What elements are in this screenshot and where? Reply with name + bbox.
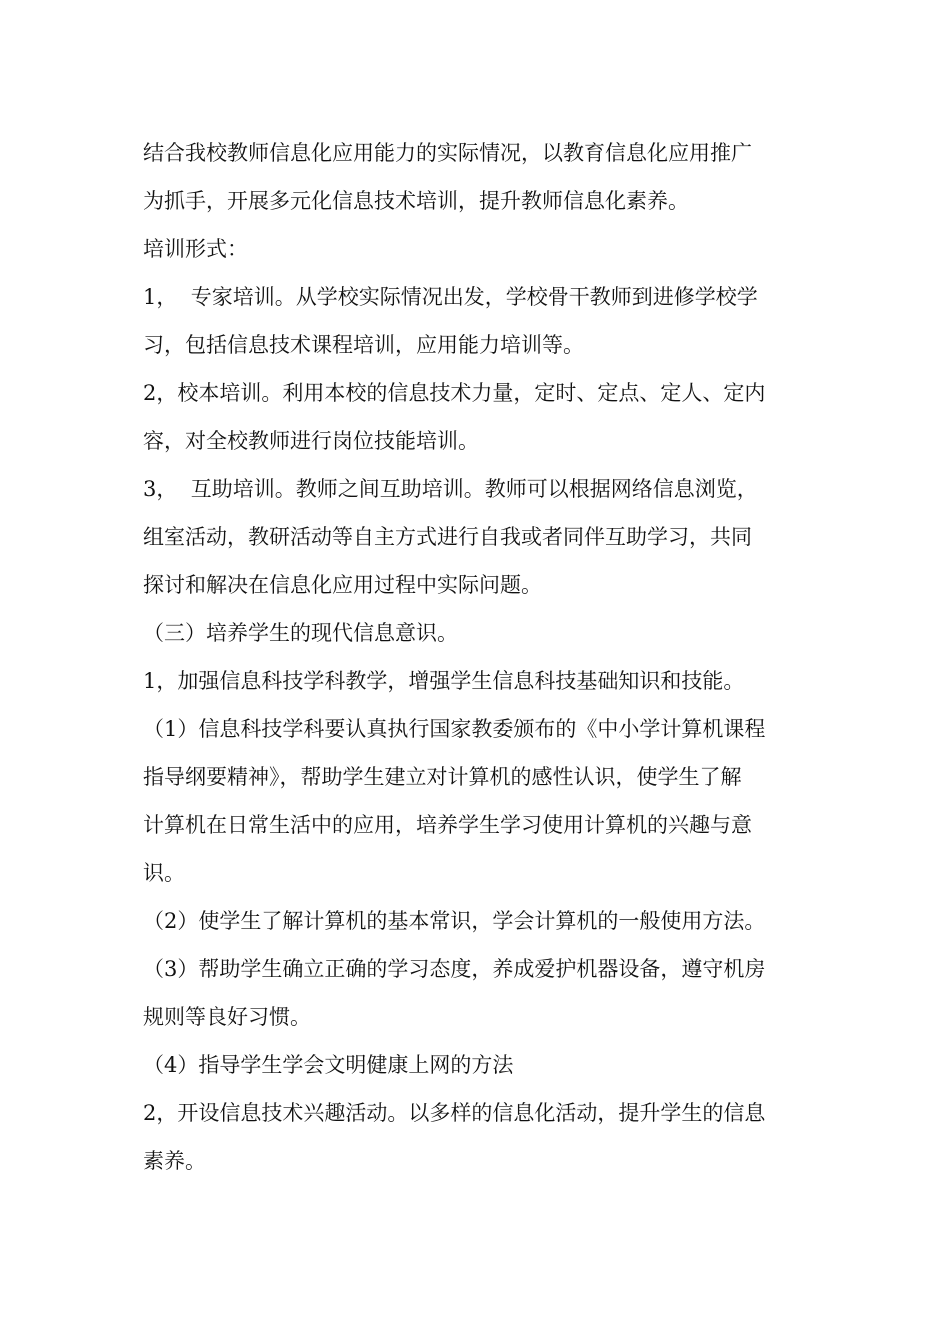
section-heading: 培训形式： [143, 237, 248, 261]
list-item-line: 1， 专家培训。从学校实际情况出发，学校骨干教师到进修学校学 [143, 285, 758, 309]
list-item-line: 习，包括信息技术课程培训，应用能力培训等。 [143, 333, 584, 357]
list-item-line: 1，加强信息科技学科教学，增强学生信息科技基础知识和技能。 [143, 669, 745, 693]
paragraph-line: 结合我校教师信息化应用能力的实际情况，以教育信息化应用推广 [143, 141, 752, 165]
list-item-line: 素养。 [143, 1149, 206, 1173]
paragraph-line: 为抓手，开展多元化信息技术培训，提升教师信息化素养。 [143, 189, 689, 213]
sub-item-line: 指导纲要精神》，帮助学生建立对计算机的感性认识，使学生了解 [143, 765, 742, 789]
list-item-line: 2，校本培训。利用本校的信息技术力量，定时、定点、定人、定内 [143, 381, 766, 405]
sub-item-line: 规则等良好习惯。 [143, 1005, 311, 1029]
list-item-line: 2，开设信息技术兴趣活动。以多样的信息化活动，提升学生的信息 [143, 1101, 766, 1125]
sub-item-line: （4）指导学生学会文明健康上网的方法 [143, 1053, 514, 1077]
document-body [143, 129, 823, 1185]
sub-item-line: 计算机在日常生活中的应用，培养学生学习使用计算机的兴趣与意 [143, 813, 752, 837]
sub-item-line: 识。 [143, 861, 185, 885]
list-item-line: 组室活动，教研活动等自主方式进行自我或者同伴互助学习，共同 [143, 525, 752, 549]
sub-item-line: （1）信息科技学科要认真执行国家教委颁布的《中小学计算机课程 [143, 717, 766, 741]
list-item-line: 3， 互助培训。教师之间互助培训。教师可以根据网络信息浏览， [143, 477, 758, 501]
sub-item-line: （3）帮助学生确立正确的学习态度，养成爱护机器设备，遵守机房 [143, 957, 766, 981]
list-item-line: 容，对全校教师进行岗位技能培训。 [143, 429, 479, 453]
section-heading: （三）培养学生的现代信息意识。 [143, 621, 458, 645]
list-item-line: 探讨和解决在信息化应用过程中实际问题。 [143, 573, 542, 597]
sub-item-line: （2）使学生了解计算机的基本常识，学会计算机的一般使用方法。 [143, 909, 766, 933]
